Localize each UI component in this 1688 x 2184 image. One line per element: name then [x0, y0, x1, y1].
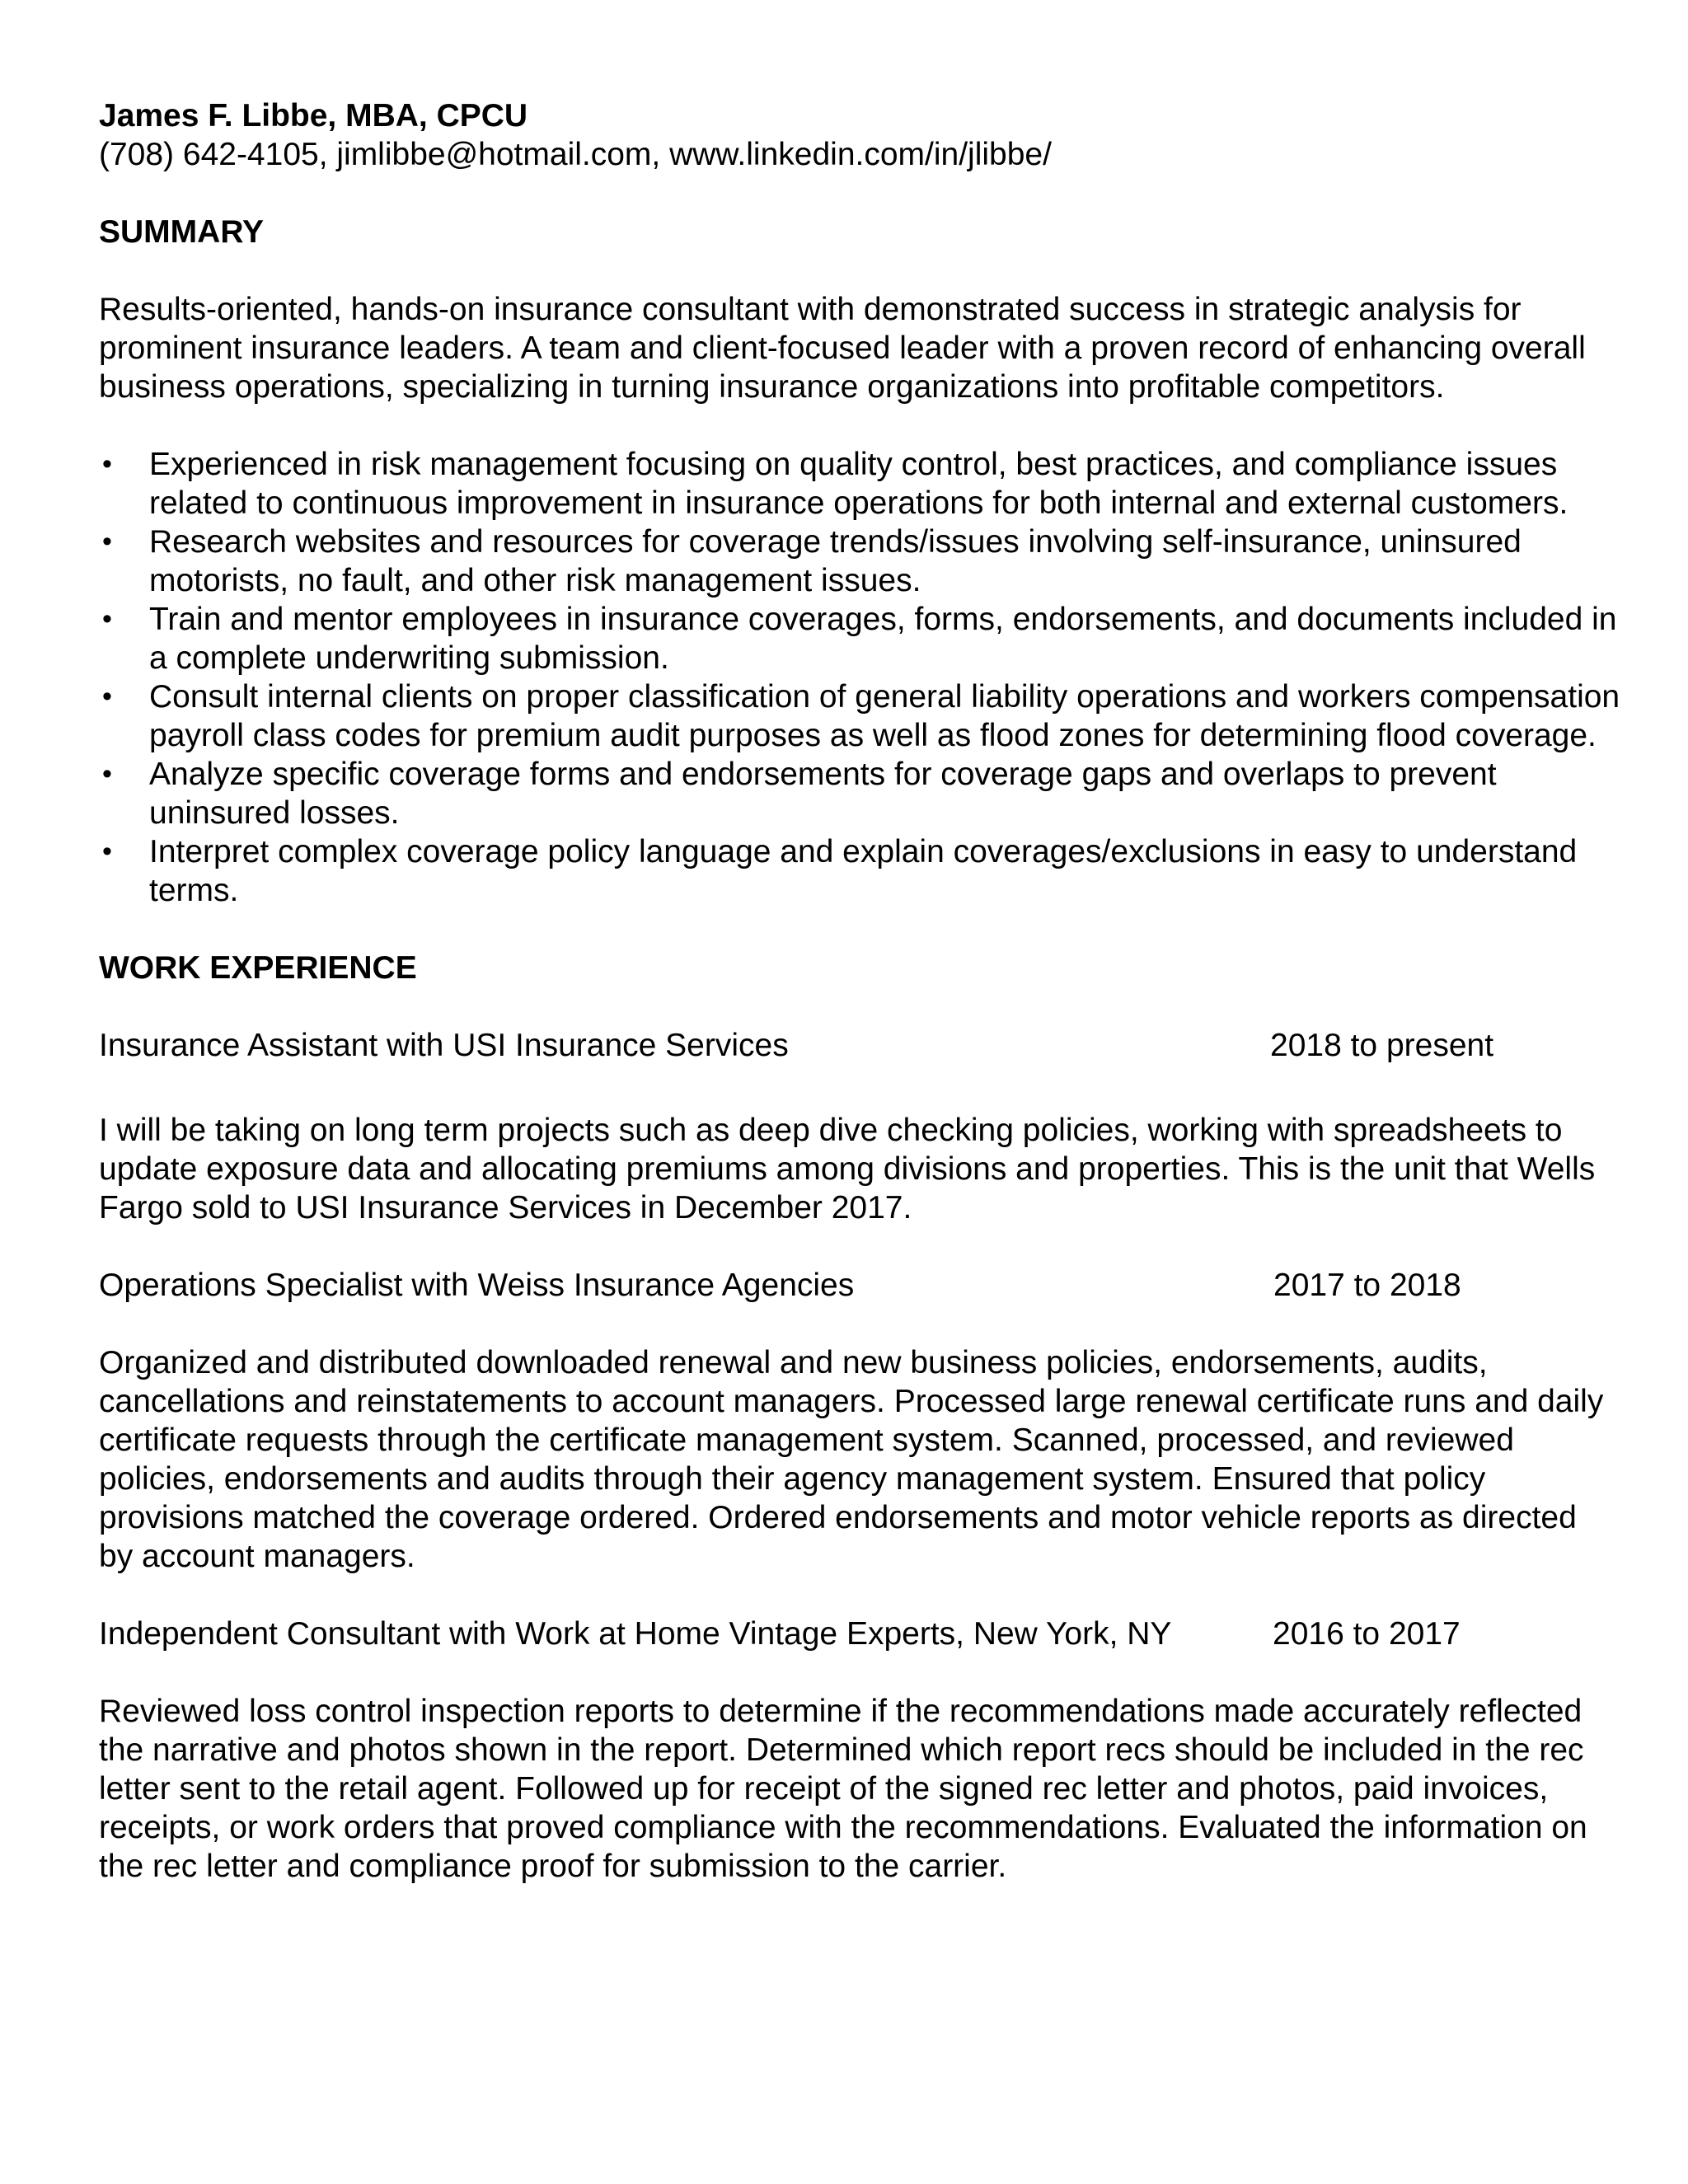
summary-bullet [99, 523, 1633, 600]
summary-bullet-text: Train and mentor employees in insurance coverages, forms, endorsements, and documents included in a complete underwriting submission. [149, 602, 1617, 676]
summary-bullet [99, 445, 1633, 523]
resume-page [99, 96, 1620, 1886]
job-title: Insurance Assistant with USI Insurance Services [99, 1028, 789, 1063]
bullet-icon: • [102, 526, 112, 557]
spacer [99, 1305, 1599, 1343]
experience-heading: WORK EXPERIENCE [99, 950, 417, 986]
spacer [99, 1065, 1599, 1111]
spacer [99, 987, 1599, 1026]
summary-intro: Results-oriented, hands-on insurance consultant with demonstrated success in strategic analysis for prominent insurance leaders. A team and client-focused leader with a proven record of enhancing overall business operations, specializing in turning insurance organizations into profitable competitors. [99, 292, 1586, 405]
summary-bullet [99, 677, 1633, 755]
job-title: Operations Specialist with Weiss Insurance Agencies [99, 1268, 855, 1303]
job-dates: 2017 to 2018 [1273, 1268, 1461, 1303]
job-header [99, 1026, 1599, 1065]
summary-bullet-text: Analyze specific coverage forms and endorsements for coverage gaps and overlaps to prevent uninsured losses. [149, 757, 1497, 831]
spacer [99, 1227, 1599, 1266]
summary-bullet [99, 600, 1633, 677]
spacer [99, 406, 1599, 445]
spacer [99, 251, 1599, 290]
spacer [99, 910, 1599, 949]
job-title: Independent Consultant with Work at Home Vintage Experts, New York, NY [99, 1616, 1172, 1652]
spacer [99, 1576, 1599, 1615]
summary-bullet [99, 832, 1633, 910]
summary-bullet-text: Research websites and resources for coverage trends/issues involving self-insurance, uninsured motorists, no fault, and other risk management issues. [149, 524, 1522, 598]
bullet-icon: • [102, 758, 112, 790]
job-description: I will be taking on long term projects such as deep dive checking policies, working with spreadsheets to update exposure data and allocating premiums among divisions and properties. This is the unit that Wells Fargo sold to USI Insurance Services in December 2017. [99, 1113, 1596, 1226]
summary-heading: SUMMARY [99, 214, 265, 250]
summary-bullet-text: Interpret complex coverage policy language and explain coverages/exclusions in easy to understand terms. [149, 834, 1578, 908]
summary-bullet-text: Experienced in risk management focusing on quality control, best practices, and compliance issues related to continuous improvement in insurance operations for both internal and external customers. [149, 447, 1568, 521]
contact-line: (708) 642-4105, jimlibbe@hotmail.com, www.linkedin.com/in/jlibbe/ [99, 137, 1052, 172]
job-dates: 2018 to present [1270, 1028, 1494, 1063]
job-description: Reviewed loss control inspection reports to determine if the recommendations made accurately reflected the narrative and photos shown in the report. Determined which report recs should be included in the rec letter sent to the retail agent. Followed up for receipt of the signed rec letter and photos, paid invoices, receipts, or work orders that proved compliance with the recommendations. Evaluated the information on the rec letter and compliance proof for submission to the carrier. [99, 1694, 1587, 1884]
spacer [99, 174, 1599, 213]
job-dates: 2016 to 2017 [1273, 1616, 1461, 1652]
summary-bullet-list [99, 445, 1620, 910]
bullet-icon: • [102, 836, 112, 867]
spacer [99, 1653, 1599, 1692]
job-header [99, 1266, 1599, 1305]
bullet-icon: • [102, 448, 112, 480]
bullet-icon: • [102, 603, 112, 635]
job-description: Organized and distributed downloaded renewal and new business policies, endorsements, audits, cancellations and reinstatements to account managers. Processed large renewal certificate runs and daily certificate requests through the certificate management system. Scanned, processed, and reviewed policies, endorsements and audits through their agency management system. Ensured that policy provisions matched the coverage ordered. Ordered endorsements and motor vehicle reports as directed by account managers. [99, 1345, 1604, 1574]
candidate-name: James F. Libbe, MBA, CPCU [99, 98, 528, 134]
summary-bullet-text: Consult internal clients on proper classification of general liability operations and workers compensation payroll class codes for premium audit purposes as well as flood zones for determining flood coverage. [149, 679, 1620, 753]
summary-bullet [99, 755, 1633, 832]
bullet-icon: • [102, 681, 112, 712]
job-header [99, 1615, 1599, 1653]
